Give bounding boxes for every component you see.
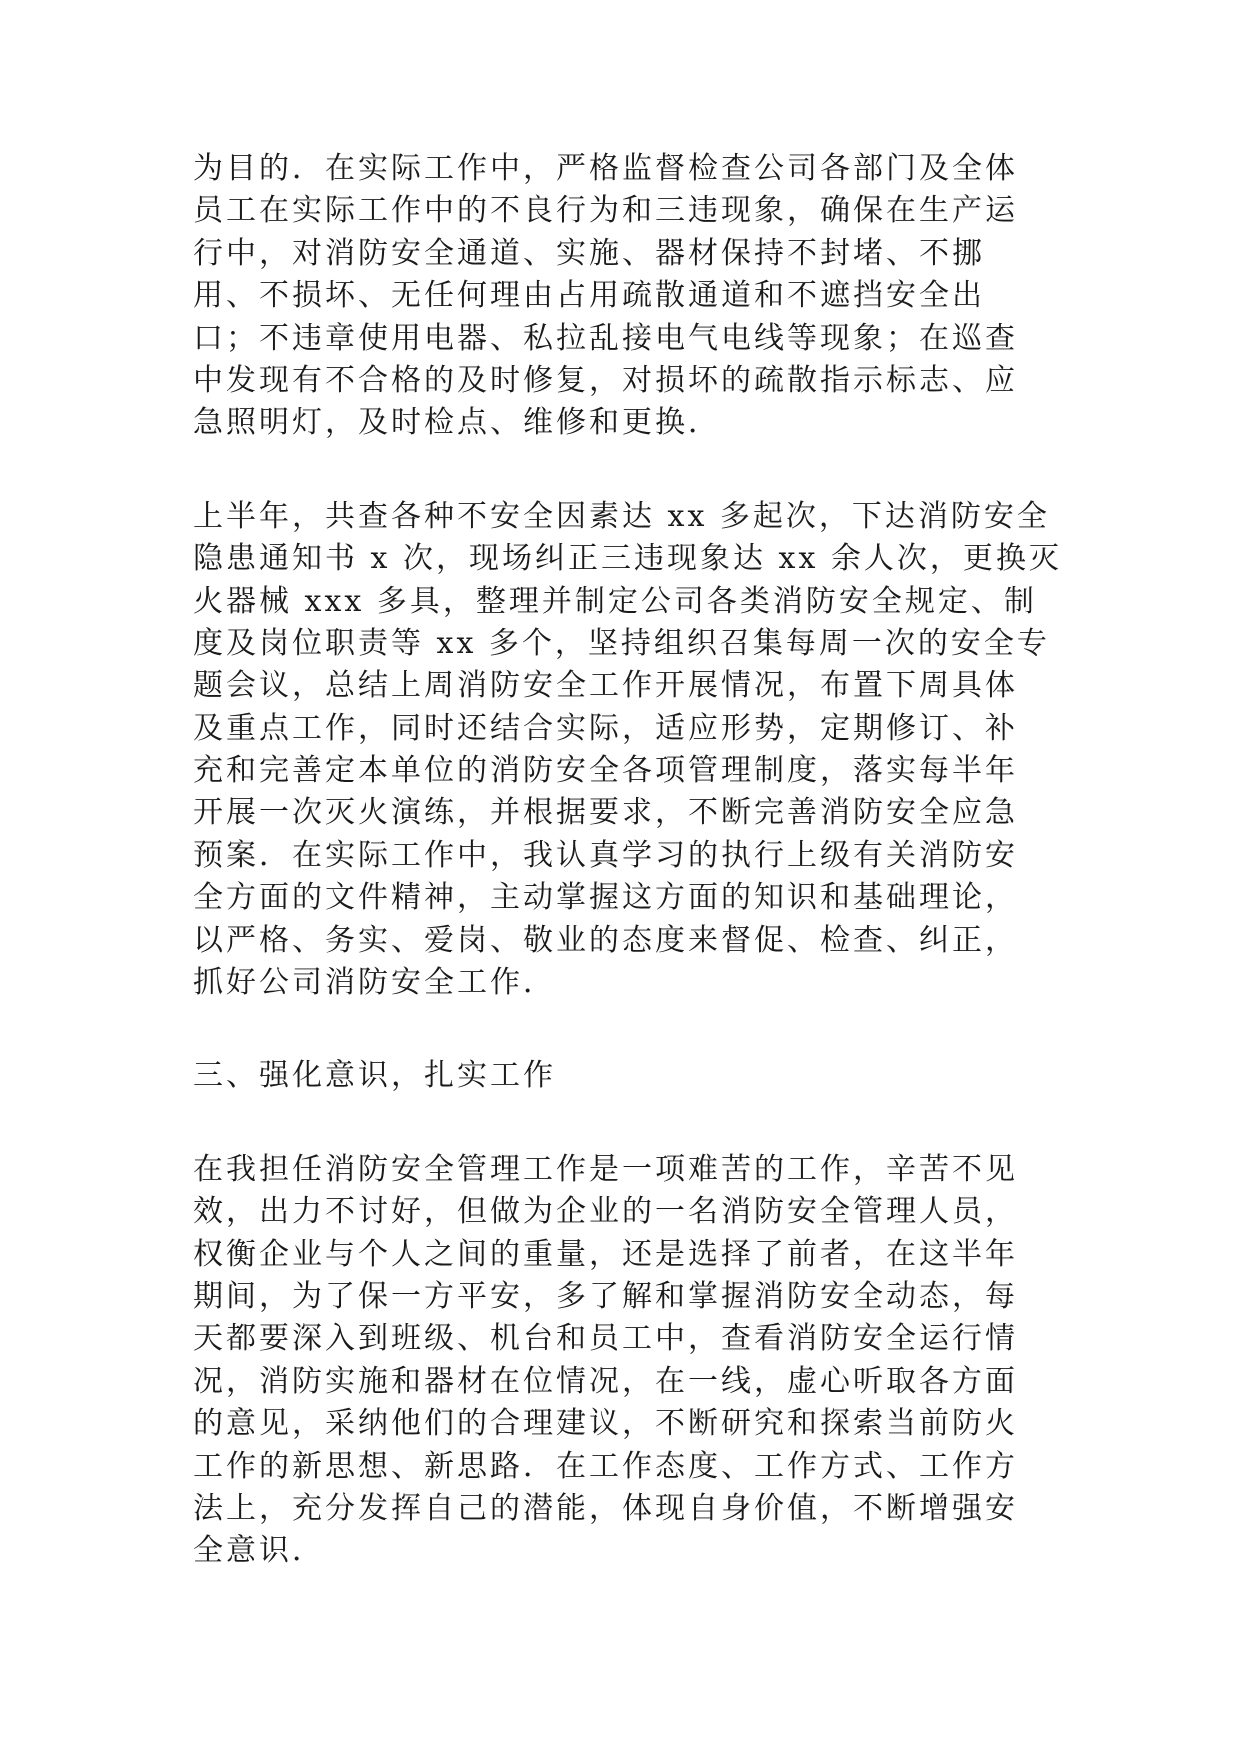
text-line: 为目的．在实际工作中，严格监督检查公司各部门及全体: [193, 151, 1018, 186]
text-line: 题会议，总结上周消防安全工作开展情况，布置下周具体: [193, 668, 1018, 704]
paragraph-spacer: [193, 1004, 1053, 1055]
text-line: 效，出力不讨好，但做为企业的一名消防安全管理人员，: [193, 1194, 1018, 1230]
text-line: 上半年，共查各种不安全因素达 xx 多起次，下达消防安全: [193, 498, 1050, 534]
text-line: 况，消防实施和器材在位情况，在一线，虚心听取各方面: [193, 1363, 1018, 1399]
text-line: 及重点工作，同时还结合实际，适应形势，定期修订、补: [193, 710, 1018, 746]
text-line: 度及岗位职责等 xx 多个，坚持组织召集每周一次的安全专: [193, 625, 1050, 661]
paragraph-spacer: [193, 445, 1053, 496]
text-line: 天都要深入到班级、机台和员工中，查看消防安全运行情: [193, 1321, 1018, 1357]
text-line: 中发现有不合格的及时修复，对损坏的疏散指示标志、应: [193, 362, 1018, 398]
heading-text: 三、强化意识，扎实工作: [193, 1058, 556, 1094]
text-line: 火器械 xxx 多具，整理并制定公司各类消防安全规定、制: [193, 583, 1037, 619]
text-line: 的意见，采纳他们的合理建议，不断研究和探索当前防火: [193, 1406, 1018, 1442]
text-line: 抓好公司消防安全工作．: [193, 965, 556, 1001]
text-line: 急照明灯，及时检点、维修和更换．: [193, 405, 721, 441]
text-line: 口；不违章使用电器、私拉乱接电气电线等现象；在巡查: [193, 320, 1018, 356]
paragraph-inspection-duties: [193, 148, 1053, 445]
text-line: 法上，充分发挥自己的潜能，体现自身价值，不断增强安: [193, 1490, 1018, 1526]
text-line: 员工在实际工作中的不良行为和三违现象，确保在生产运: [193, 193, 1018, 229]
document-page: [193, 148, 1062, 1573]
text-line: 以严格、务实、爱岗、敬业的态度来督促、检查、纠正，: [193, 922, 1018, 958]
paragraph-half-year-results: [193, 496, 1062, 1005]
text-line: 开展一次灭火演练，并根据要求，不断完善消防安全应急: [193, 795, 1018, 831]
text-line: 期间，为了保一方平安，多了解和掌握消防安全动态，每: [193, 1278, 1018, 1314]
paragraph-spacer: [193, 1098, 1053, 1149]
text-line: 行中，对消防安全通道、实施、器材保持不封堵、不挪: [193, 235, 985, 271]
text-line: 隐患通知书 x 次，现场纠正三违现象达 xx 余人次，更换灭: [193, 541, 1062, 577]
text-line: 全方面的文件精神，主动掌握这方面的知识和基础理论，: [193, 880, 1018, 916]
text-line: 工作的新思想、新思路．在工作态度、工作方式、工作方: [193, 1448, 1018, 1484]
text-line: 权衡企业与个人之间的重量，还是选择了前者，在这半年: [193, 1236, 1018, 1272]
section-heading: [193, 1055, 1053, 1097]
paragraph-awareness: [193, 1149, 1053, 1573]
text-line: 预案．在实际工作中，我认真学习的执行上级有关消防安: [193, 837, 1018, 873]
text-line: 用、不损坏、无任何理由占用疏散通道和不遮挡安全出: [193, 278, 985, 314]
text-line: 充和完善定本单位的消防安全各项管理制度，落实每半年: [193, 753, 1018, 789]
text-line: 全意识．: [193, 1533, 325, 1569]
text-line: 在我担任消防安全管理工作是一项难苦的工作，辛苦不见: [193, 1151, 1018, 1187]
